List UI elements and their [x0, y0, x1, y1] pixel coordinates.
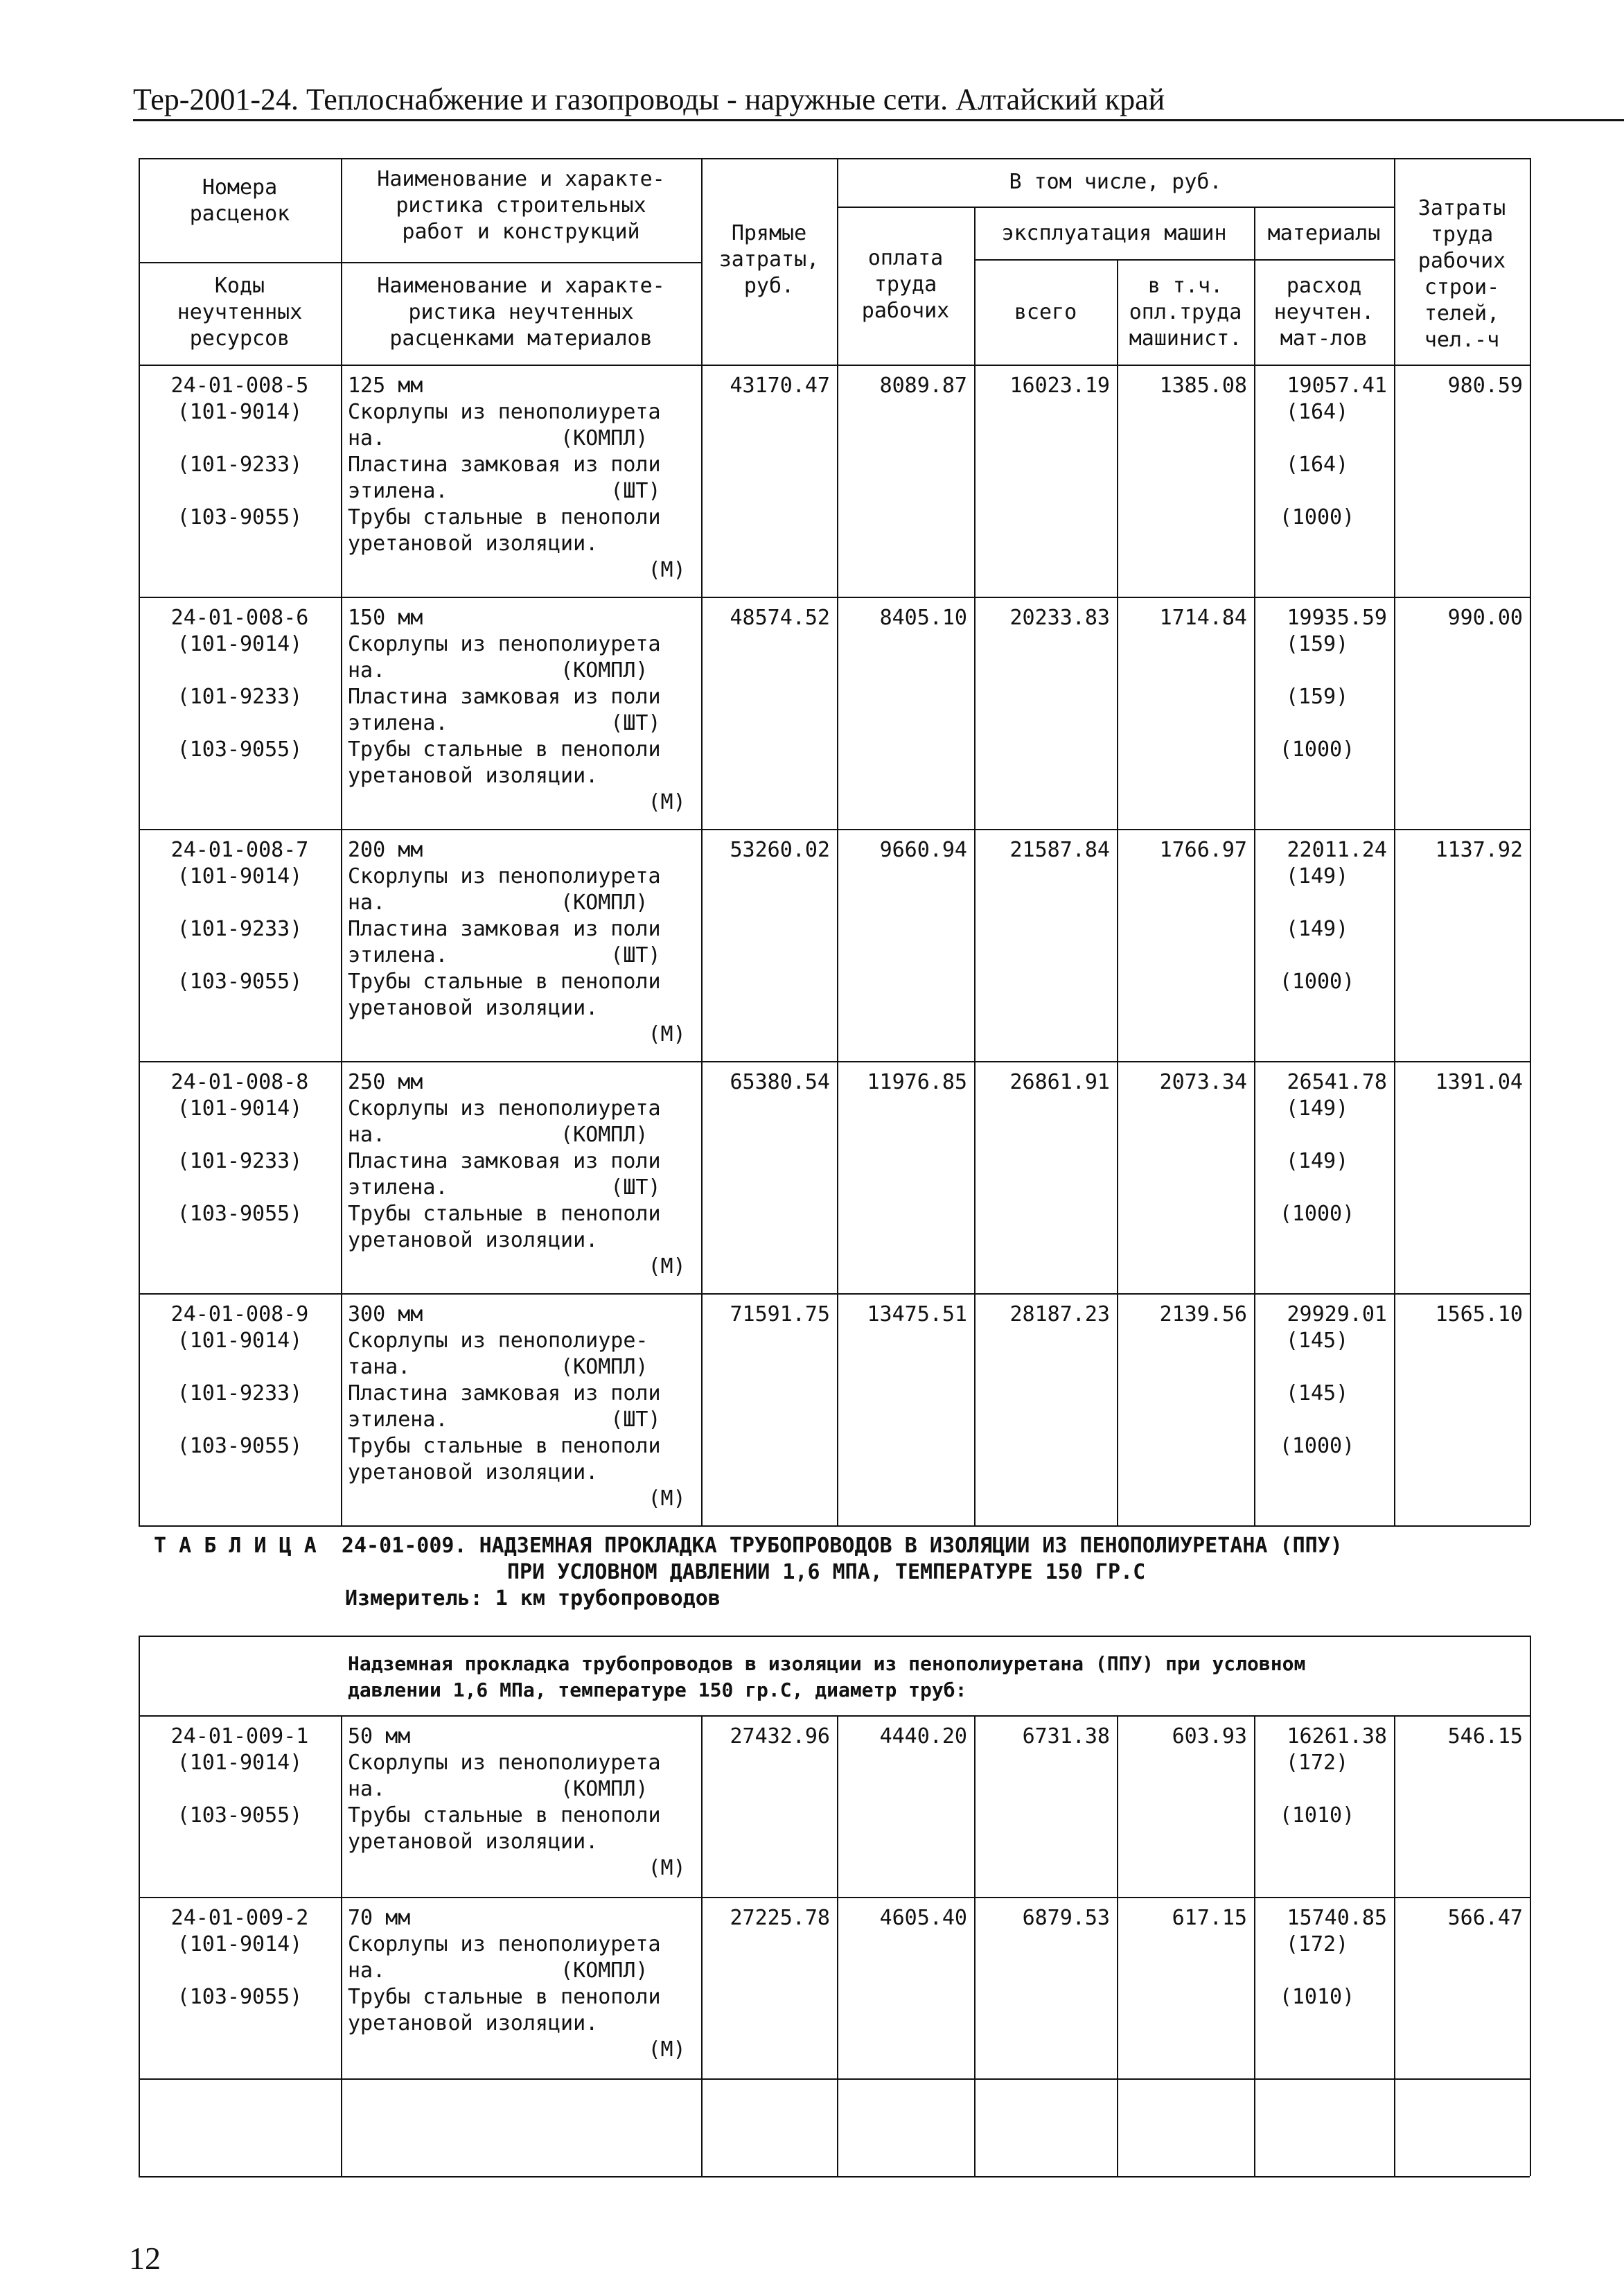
value-direct: 65380.54 [730, 1070, 830, 1094]
value-direct: 27225.78 [730, 1906, 830, 1930]
table-hline [139, 2078, 1530, 2080]
value-machines-total: 28187.23 [1009, 1302, 1110, 1326]
table-vline [1117, 259, 1118, 365]
resource-name: Скорлупы из пенополиурета на. (КОМПЛ) [348, 400, 661, 450]
table-vline [1117, 365, 1118, 1525]
table-vline [1254, 207, 1255, 365]
value-labor: 8089.87 [879, 374, 967, 398]
value-machines-labor: 1766.97 [1159, 838, 1247, 862]
resource-name: Трубы стальные в пенополи уретановой изоляции. (М) [348, 970, 686, 1046]
resource-name: Скорлупы из пенополиуре- тана. (КОМПЛ) [348, 1329, 648, 1379]
table-vline [139, 365, 140, 1525]
resource-quantity: (149) [1285, 1096, 1349, 1121]
table-vline [701, 365, 703, 1525]
table-vline [1394, 1715, 1395, 2176]
value-materials: 15740.85 [1287, 1906, 1387, 1930]
t2-caption-title: Т А Б Л И Ц А 24-01-009. НАДЗЕМНАЯ ПРОКЛАДКА ТРУБОПРОВОДОВ В ИЗОЛЯЦИИ ИЗ ПЕНОПОЛИУРЕТАНА (ППУ) [154, 1534, 1343, 1558]
t2-caption-unit: Измеритель: 1 км трубопроводов [345, 1586, 721, 1611]
resource-code: (101-9014) [177, 1751, 303, 1775]
table-vline [139, 1636, 140, 1715]
resource-quantity: (164) [1285, 400, 1349, 424]
row-code: 24-01-008-8 [170, 1070, 309, 1094]
value-machines-labor: 603.93 [1172, 1724, 1247, 1749]
table-hline [139, 1636, 1530, 1637]
value-machines-labor: 1714.84 [1159, 606, 1247, 630]
table-hline [974, 259, 1394, 261]
col-header-materials: материалы [1267, 221, 1381, 245]
value-labor: 11976.85 [867, 1070, 967, 1094]
value-direct: 48574.52 [730, 606, 830, 630]
row-code: 24-01-008-7 [170, 838, 309, 862]
row-size: 200 мм [348, 838, 423, 862]
value-direct: 43170.47 [730, 374, 830, 398]
row-size: 50 мм [348, 1724, 411, 1749]
resource-code: (101-9233) [177, 1149, 303, 1173]
resource-code: (103-9055) [177, 1202, 303, 1226]
value-machines-labor: 617.15 [1172, 1906, 1247, 1930]
table-vline [837, 1715, 838, 2176]
resource-quantity: (159) [1285, 632, 1349, 656]
value-machines-total: 21587.84 [1009, 838, 1110, 862]
resource-name: Скорлупы из пенополиурета на. (КОМПЛ) [348, 1751, 661, 1801]
table-hline [139, 1715, 1530, 1717]
table-vline [1254, 1715, 1255, 2176]
resource-name: Скорлупы из пенополиурета на. (КОМПЛ) [348, 1096, 661, 1147]
resource-name: Трубы стальные в пенополи уретановой изоляции. (М) [348, 1985, 686, 2062]
row-code: 24-01-009-1 [170, 1724, 309, 1749]
table-vline [701, 158, 703, 365]
table-vline [974, 1715, 976, 2176]
col-header-name: Наименование и характе- ристика строительных работ и конструкций [377, 167, 665, 244]
resource-name: Скорлупы из пенополиурета на. (КОМПЛ) [348, 1932, 661, 1983]
col-header-machines-total: всего [1014, 300, 1077, 324]
col-header-labor-hours: Затраты труда рабочих строи- телей, чел.-ч [1418, 196, 1506, 352]
table-vline [837, 158, 838, 365]
table-vline [341, 365, 342, 1525]
table-hline [139, 597, 1530, 598]
table-vline [974, 365, 976, 1525]
col-header-name-resources: Наименование и характе- ристика неучтенных расценками материалов [377, 274, 665, 351]
resource-quantity: (145) [1285, 1381, 1349, 1405]
value-machines-total: 16023.19 [1009, 374, 1110, 398]
table-vline [974, 207, 976, 365]
value-machines-labor: 1385.08 [1159, 374, 1247, 398]
value-machines-total: 26861.91 [1009, 1070, 1110, 1094]
table-vline [1530, 365, 1531, 1525]
col-header-machines-labor: в т.ч. опл.труда машинист. [1129, 274, 1242, 351]
page-header: Тер-2001-24. Теплоснабжение и газопроводы - наружные сети. Алтайский край [133, 82, 1165, 116]
resource-name: Трубы стальные в пенополи уретановой изоляции. (М) [348, 1803, 686, 1880]
value-machines-total: 6879.53 [1022, 1906, 1110, 1930]
table-hline [139, 262, 701, 263]
resource-name: Пластина замковая из поли этилена. (ШТ) [348, 917, 661, 967]
table-hline [139, 158, 1394, 159]
resource-code: (101-9014) [177, 1096, 303, 1121]
table-vline [1394, 365, 1395, 1525]
resource-quantity: (1000) [1279, 737, 1355, 762]
table-hline [139, 1293, 1530, 1295]
table-vline [837, 365, 838, 1525]
page-number: 12 [129, 2241, 161, 2276]
table-hline [139, 2176, 1530, 2178]
resource-quantity: (145) [1285, 1329, 1349, 1353]
row-code: 24-01-009-2 [170, 1906, 309, 1930]
resource-code: (101-9014) [177, 400, 303, 424]
table-hline [139, 365, 1530, 366]
value-labor-hours: 1137.92 [1435, 838, 1523, 862]
row-size: 150 мм [348, 606, 423, 630]
col-header-labor-pay: оплата труда рабочих [861, 246, 950, 323]
table-vline [139, 1715, 140, 2176]
value-machines-total: 6731.38 [1022, 1724, 1110, 1749]
col-header-included: В том числе, руб. [1009, 170, 1222, 194]
value-machines-labor: 2139.56 [1159, 1302, 1247, 1326]
value-direct: 53260.02 [730, 838, 830, 862]
value-labor: 4605.40 [879, 1906, 967, 1930]
resource-name: Пластина замковая из поли этилена. (ШТ) [348, 453, 661, 503]
value-materials: 19935.59 [1287, 606, 1387, 630]
resource-name: Пластина замковая из поли этилена. (ШТ) [348, 1381, 661, 1432]
value-machines-total: 20233.83 [1009, 606, 1110, 630]
resource-name: Пластина замковая из поли этилена. (ШТ) [348, 685, 661, 735]
value-machines-labor: 2073.34 [1159, 1070, 1247, 1094]
resource-name: Скорлупы из пенополиурета на. (КОМПЛ) [348, 864, 661, 915]
row-code: 24-01-008-6 [170, 606, 309, 630]
table2-section-title: Надземная прокладка трубопроводов в изоляции из пенополиуретана (ППУ) при условном давлении 1,6 МПа, температуре 150 гр.С, диаметр труб: [348, 1652, 1306, 1701]
row-size: 300 мм [348, 1302, 423, 1326]
table-hline [837, 207, 1394, 208]
resource-quantity: (164) [1285, 453, 1349, 477]
value-labor: 8405.10 [879, 606, 967, 630]
value-labor-hours: 566.47 [1447, 1906, 1523, 1930]
resource-quantity: (1010) [1279, 1803, 1355, 1828]
col-header-machines: эксплуатация машин [1001, 221, 1227, 245]
resource-name: Трубы стальные в пенополи уретановой изоляции. (М) [348, 1434, 686, 1511]
table-vline [1530, 1636, 1531, 1715]
resource-name: Скорлупы из пенополиурета на. (КОМПЛ) [348, 632, 661, 683]
value-materials: 19057.41 [1287, 374, 1387, 398]
value-materials: 16261.38 [1287, 1724, 1387, 1749]
resource-quantity: (149) [1285, 1149, 1349, 1173]
table-hline [1394, 158, 1530, 159]
table-vline [1394, 158, 1395, 365]
value-labor-hours: 546.15 [1447, 1724, 1523, 1749]
value-labor: 13475.51 [867, 1302, 967, 1326]
resource-name: Трубы стальные в пенополи уретановой изоляции. (М) [348, 737, 686, 814]
resource-quantity: (172) [1285, 1932, 1349, 1956]
resource-quantity: (1000) [1279, 1202, 1355, 1226]
resource-name: Пластина замковая из поли этилена. (ШТ) [348, 1149, 661, 1200]
resource-code: (103-9055) [177, 1434, 303, 1458]
value-labor-hours: 1391.04 [1435, 1070, 1523, 1094]
resource-code: (101-9014) [177, 1932, 303, 1956]
value-materials: 22011.24 [1287, 838, 1387, 862]
resource-code: (101-9014) [177, 1329, 303, 1353]
col-header-direct: Прямые затраты, руб. [718, 221, 820, 298]
resource-quantity: (172) [1285, 1751, 1349, 1775]
col-header-codes-resources: Коды неучтенных ресурсов [177, 274, 303, 351]
resource-name: Трубы стальные в пенополи уретановой изоляции. (М) [348, 1202, 686, 1279]
col-header-codes: Номера расценок [189, 175, 290, 226]
table-hline [139, 1525, 1530, 1527]
resource-code: (101-9014) [177, 864, 303, 888]
resource-quantity: (1010) [1279, 1985, 1355, 2009]
row-code: 24-01-008-5 [170, 374, 309, 398]
table-vline [701, 1715, 703, 2176]
resource-code: (103-9055) [177, 1803, 303, 1828]
table-vline [1117, 1715, 1118, 2176]
value-labor: 4440.20 [879, 1724, 967, 1749]
table-vline [341, 1715, 342, 2176]
resource-code: (103-9055) [177, 1985, 303, 2009]
table-hline [139, 829, 1530, 830]
value-labor-hours: 990.00 [1447, 606, 1523, 630]
resource-code: (101-9233) [177, 685, 303, 709]
resource-code: (101-9233) [177, 453, 303, 477]
value-labor: 9660.94 [879, 838, 967, 862]
value-labor-hours: 1565.10 [1435, 1302, 1523, 1326]
row-size: 250 мм [348, 1070, 423, 1094]
value-materials: 29929.01 [1287, 1302, 1387, 1326]
value-direct: 71591.75 [730, 1302, 830, 1326]
col-header-materials-use: расход неучтен. мат-лов [1273, 274, 1375, 351]
row-code: 24-01-008-9 [170, 1302, 309, 1326]
table-hline [139, 1897, 1530, 1898]
table-vline [1254, 365, 1255, 1525]
table-hline [139, 1061, 1530, 1062]
resource-code: (103-9055) [177, 737, 303, 762]
value-labor-hours: 980.59 [1447, 374, 1523, 398]
resource-quantity: (159) [1285, 685, 1349, 709]
table-vline [341, 158, 342, 365]
resource-code: (101-9014) [177, 632, 303, 656]
header-rule [133, 119, 1624, 121]
resource-code: (101-9233) [177, 917, 303, 941]
table-vline [1530, 1715, 1531, 2176]
resource-quantity: (149) [1285, 864, 1349, 888]
resource-code: (103-9055) [177, 970, 303, 994]
value-materials: 26541.78 [1287, 1070, 1387, 1094]
resource-quantity: (1000) [1279, 970, 1355, 994]
row-size: 70 мм [348, 1906, 411, 1930]
resource-name: Трубы стальные в пенополи уретановой изоляции. (М) [348, 505, 686, 582]
t2-caption-subtitle: ПРИ УСЛОВНОМ ДАВЛЕНИИ 1,6 МПА, ТЕМПЕРАТУРЕ 150 ГР.С [507, 1560, 1146, 1584]
table-vline [139, 158, 140, 365]
resource-quantity: (1000) [1279, 1434, 1355, 1458]
resource-code: (103-9055) [177, 505, 303, 529]
row-size: 125 мм [348, 374, 423, 398]
resource-quantity: (1000) [1279, 505, 1355, 529]
table-vline [1530, 158, 1531, 365]
value-direct: 27432.96 [730, 1724, 830, 1749]
resource-quantity: (149) [1285, 917, 1349, 941]
resource-code: (101-9233) [177, 1381, 303, 1405]
